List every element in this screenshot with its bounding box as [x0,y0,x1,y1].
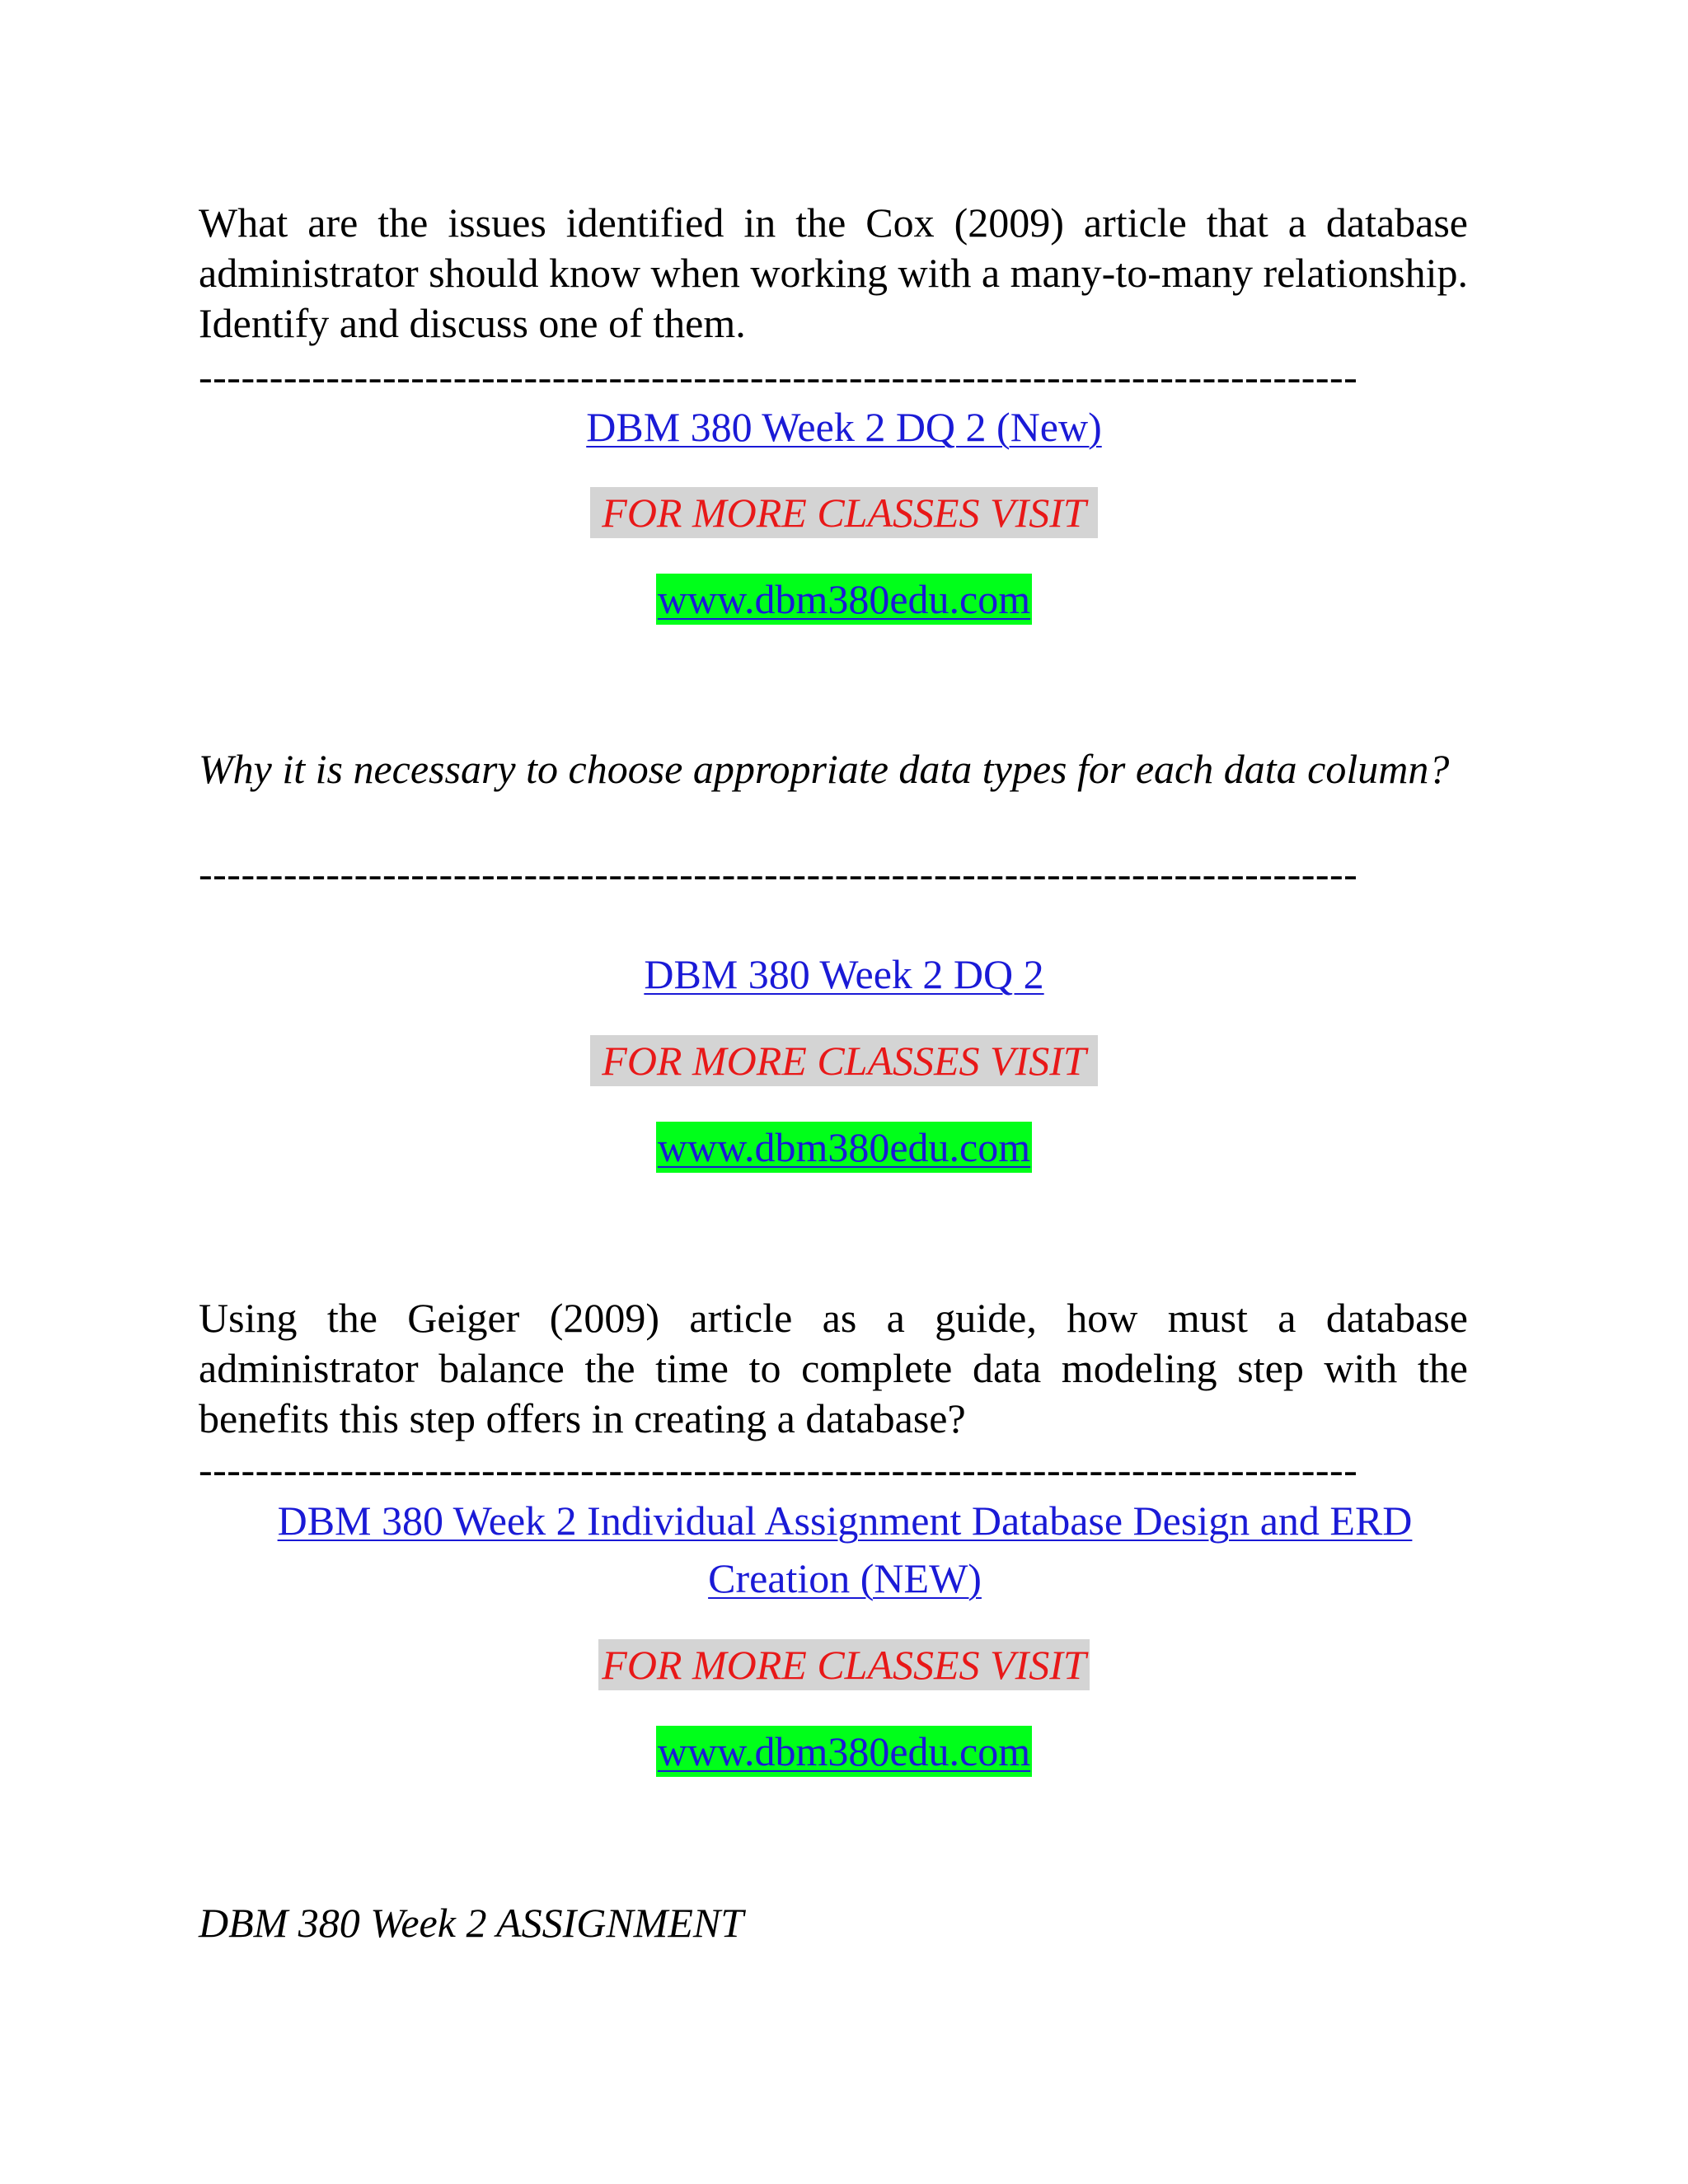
divider-1: ---------------------------------------------------------------------------------- [199,360,1358,393]
section-2-site-highlight [656,1122,1032,1173]
divider-3: ---------------------------------------------------------------------------------- [199,1453,1358,1486]
section-1-site-line [0,574,1688,625]
section-3-title-line [231,1492,1459,1607]
section-2-title-link[interactable]: DBM 380 Week 2 DQ 2 [644,951,1044,997]
final-heading: DBM 380 Week 2 ASSIGNMENT [199,1900,744,1946]
section-3-promo-line [0,1639,1688,1690]
section-3-site-line [0,1726,1688,1777]
divider-2: ---------------------------------------------------------------------------------- [199,857,1358,890]
section-1-promo: FOR MORE CLASSES VISIT [590,487,1097,538]
section-1-site-highlight [656,574,1032,625]
section-3-site-highlight [656,1726,1032,1777]
section-1-title-link[interactable]: DBM 380 Week 2 DQ 2 (New) [586,404,1102,450]
question-2: Why it is necessary to choose appropriate data types for each data column? [199,746,1450,792]
question-1: What are the issues identified in the Cox (2009) article that a database administrator should know when working with a many-to-many relationship. Identify and discuss one of them. [199,199,1469,346]
section-2-promo-line [0,1035,1688,1086]
section-2-site-link[interactable]: www.dbm380edu.com [657,1124,1031,1170]
section-2-site-line [0,1122,1688,1173]
section-3-site-link[interactable]: www.dbm380edu.com [657,1728,1031,1774]
question-3: Using the Geiger (2009) article as a guide, how must a database administrator balance the time to complete data modeling step with the benefits this step offers in creating a database? [199,1295,1468,1441]
section-2-title-line [0,949,1688,1000]
section-1-site-link[interactable]: www.dbm380edu.com [657,576,1031,622]
section-3-promo: FOR MORE CLASSES VISIT [598,1639,1089,1690]
section-3-title-link[interactable]: DBM 380 Week 2 Individual Assignment Database Design and ERD Creation (NEW) [277,1497,1413,1601]
section-2-promo: FOR MORE CLASSES VISIT [590,1035,1097,1086]
section-1-title-line [0,401,1688,452]
section-1-promo-line [0,487,1688,538]
